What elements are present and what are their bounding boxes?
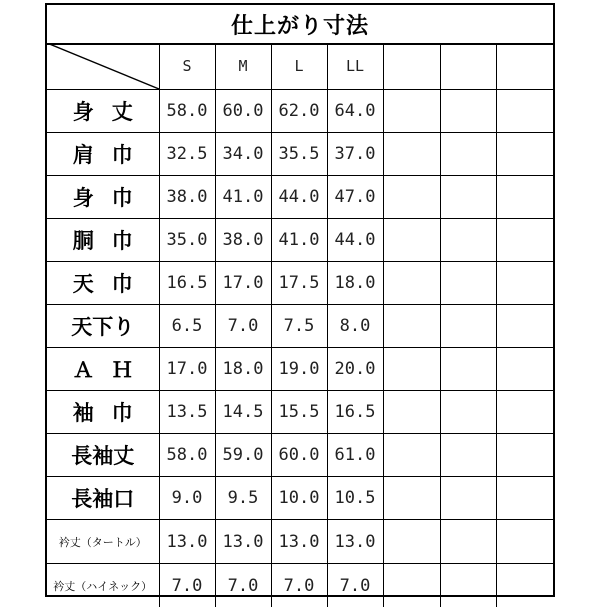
measurement-cell: 18.0 <box>215 348 271 391</box>
measurement-cell: 7.0 <box>327 564 383 607</box>
measurement-cell: 10.0 <box>271 477 327 520</box>
corner-cell <box>47 43 159 90</box>
chart-title: 仕上がり寸法 <box>47 5 553 45</box>
measurement-cell: 38.0 <box>215 219 271 262</box>
measurement-cell: 60.0 <box>215 90 271 133</box>
measurement-cell: 44.0 <box>327 219 383 262</box>
measurement-cell <box>383 434 440 477</box>
table-row <box>47 219 553 262</box>
size-header <box>383 43 440 90</box>
row-label: ＡＨ <box>47 348 159 391</box>
table-row <box>47 90 553 133</box>
table-row <box>47 434 553 477</box>
measurement-cell <box>440 219 496 262</box>
measurement-cell <box>496 391 553 434</box>
measurement-cell: 34.0 <box>215 133 271 176</box>
measurement-cell: 19.0 <box>271 348 327 391</box>
table-row <box>47 477 553 520</box>
measurement-cell: 20.0 <box>327 348 383 391</box>
measurement-cell <box>440 477 496 520</box>
measurement-cell: 47.0 <box>327 176 383 219</box>
table-row <box>47 305 553 348</box>
size-header <box>496 43 553 90</box>
measurement-cell: 62.0 <box>271 90 327 133</box>
measurement-cell <box>383 520 440 564</box>
measurement-cell <box>440 391 496 434</box>
row-label: 衿丈（ハイネック） <box>47 564 159 607</box>
measurement-cell <box>440 564 496 607</box>
measurement-cell: 41.0 <box>271 219 327 262</box>
row-label: 長袖口 <box>47 477 159 520</box>
measurement-cell <box>496 520 553 564</box>
measurement-cell <box>383 176 440 219</box>
measurement-cell <box>496 564 553 607</box>
measurement-cell: 7.0 <box>215 564 271 607</box>
row-label: 胴巾 <box>47 219 159 262</box>
size-header: M <box>215 43 271 90</box>
measurement-cell <box>383 348 440 391</box>
table-row <box>47 262 553 305</box>
size-table <box>47 43 553 607</box>
size-table-body <box>47 43 553 607</box>
measurement-cell: 59.0 <box>215 434 271 477</box>
measurement-cell: 13.0 <box>271 520 327 564</box>
measurement-cell: 13.0 <box>215 520 271 564</box>
row-label: 天巾 <box>47 262 159 305</box>
table-row <box>47 391 553 434</box>
measurement-cell: 32.5 <box>159 133 215 176</box>
measurement-cell: 7.5 <box>271 305 327 348</box>
measurement-cell <box>440 133 496 176</box>
measurement-cell: 61.0 <box>327 434 383 477</box>
measurement-cell: 37.0 <box>327 133 383 176</box>
measurement-cell <box>440 262 496 305</box>
measurement-cell <box>440 520 496 564</box>
size-header: LL <box>327 43 383 90</box>
measurement-cell <box>496 434 553 477</box>
measurement-cell: 9.5 <box>215 477 271 520</box>
diagonal-line <box>47 43 159 89</box>
measurement-cell: 17.0 <box>159 348 215 391</box>
measurement-cell: 13.5 <box>159 391 215 434</box>
measurement-cell <box>383 262 440 305</box>
measurement-cell <box>440 90 496 133</box>
row-label: 天下り <box>47 305 159 348</box>
size-header: L <box>271 43 327 90</box>
row-label: 身丈 <box>47 90 159 133</box>
table-row <box>47 520 553 564</box>
measurement-cell <box>383 477 440 520</box>
measurement-cell <box>383 133 440 176</box>
measurement-cell: 38.0 <box>159 176 215 219</box>
measurement-cell <box>496 133 553 176</box>
table-row <box>47 564 553 607</box>
measurement-cell <box>496 176 553 219</box>
measurement-cell: 35.5 <box>271 133 327 176</box>
measurement-cell: 7.0 <box>271 564 327 607</box>
measurement-cell: 58.0 <box>159 434 215 477</box>
row-label: 肩巾 <box>47 133 159 176</box>
row-label: 衿丈（タートル） <box>47 520 159 564</box>
measurement-cell: 35.0 <box>159 219 215 262</box>
measurement-cell <box>440 176 496 219</box>
measurement-cell <box>440 434 496 477</box>
measurement-cell: 17.0 <box>215 262 271 305</box>
table-row <box>47 348 553 391</box>
measurement-cell: 17.5 <box>271 262 327 305</box>
measurement-cell: 7.0 <box>215 305 271 348</box>
measurement-cell <box>496 305 553 348</box>
measurement-cell: 14.5 <box>215 391 271 434</box>
measurement-cell <box>383 305 440 348</box>
measurement-cell <box>440 348 496 391</box>
measurement-cell <box>383 90 440 133</box>
measurement-cell <box>383 391 440 434</box>
row-label: 長袖丈 <box>47 434 159 477</box>
measurement-cell <box>383 564 440 607</box>
size-header: S <box>159 43 215 90</box>
measurement-cell: 16.5 <box>159 262 215 305</box>
table-row <box>47 133 553 176</box>
measurement-cell: 60.0 <box>271 434 327 477</box>
measurement-cell <box>496 219 553 262</box>
measurement-cell: 41.0 <box>215 176 271 219</box>
measurement-cell <box>383 219 440 262</box>
size-header <box>440 43 496 90</box>
measurement-cell <box>496 477 553 520</box>
measurement-cell <box>496 348 553 391</box>
table-row <box>47 176 553 219</box>
measurement-cell: 13.0 <box>327 520 383 564</box>
size-chart <box>45 3 555 597</box>
row-label: 袖巾 <box>47 391 159 434</box>
row-label: 身巾 <box>47 176 159 219</box>
measurement-cell: 64.0 <box>327 90 383 133</box>
header-row <box>47 43 553 90</box>
measurement-cell <box>496 262 553 305</box>
measurement-cell: 7.0 <box>159 564 215 607</box>
measurement-cell: 16.5 <box>327 391 383 434</box>
measurement-cell: 6.5 <box>159 305 215 348</box>
measurement-cell: 13.0 <box>159 520 215 564</box>
measurement-cell: 8.0 <box>327 305 383 348</box>
measurement-cell <box>440 305 496 348</box>
measurement-cell <box>496 90 553 133</box>
measurement-cell: 58.0 <box>159 90 215 133</box>
measurement-cell: 9.0 <box>159 477 215 520</box>
measurement-cell: 18.0 <box>327 262 383 305</box>
measurement-cell: 44.0 <box>271 176 327 219</box>
measurement-cell: 15.5 <box>271 391 327 434</box>
measurement-cell: 10.5 <box>327 477 383 520</box>
